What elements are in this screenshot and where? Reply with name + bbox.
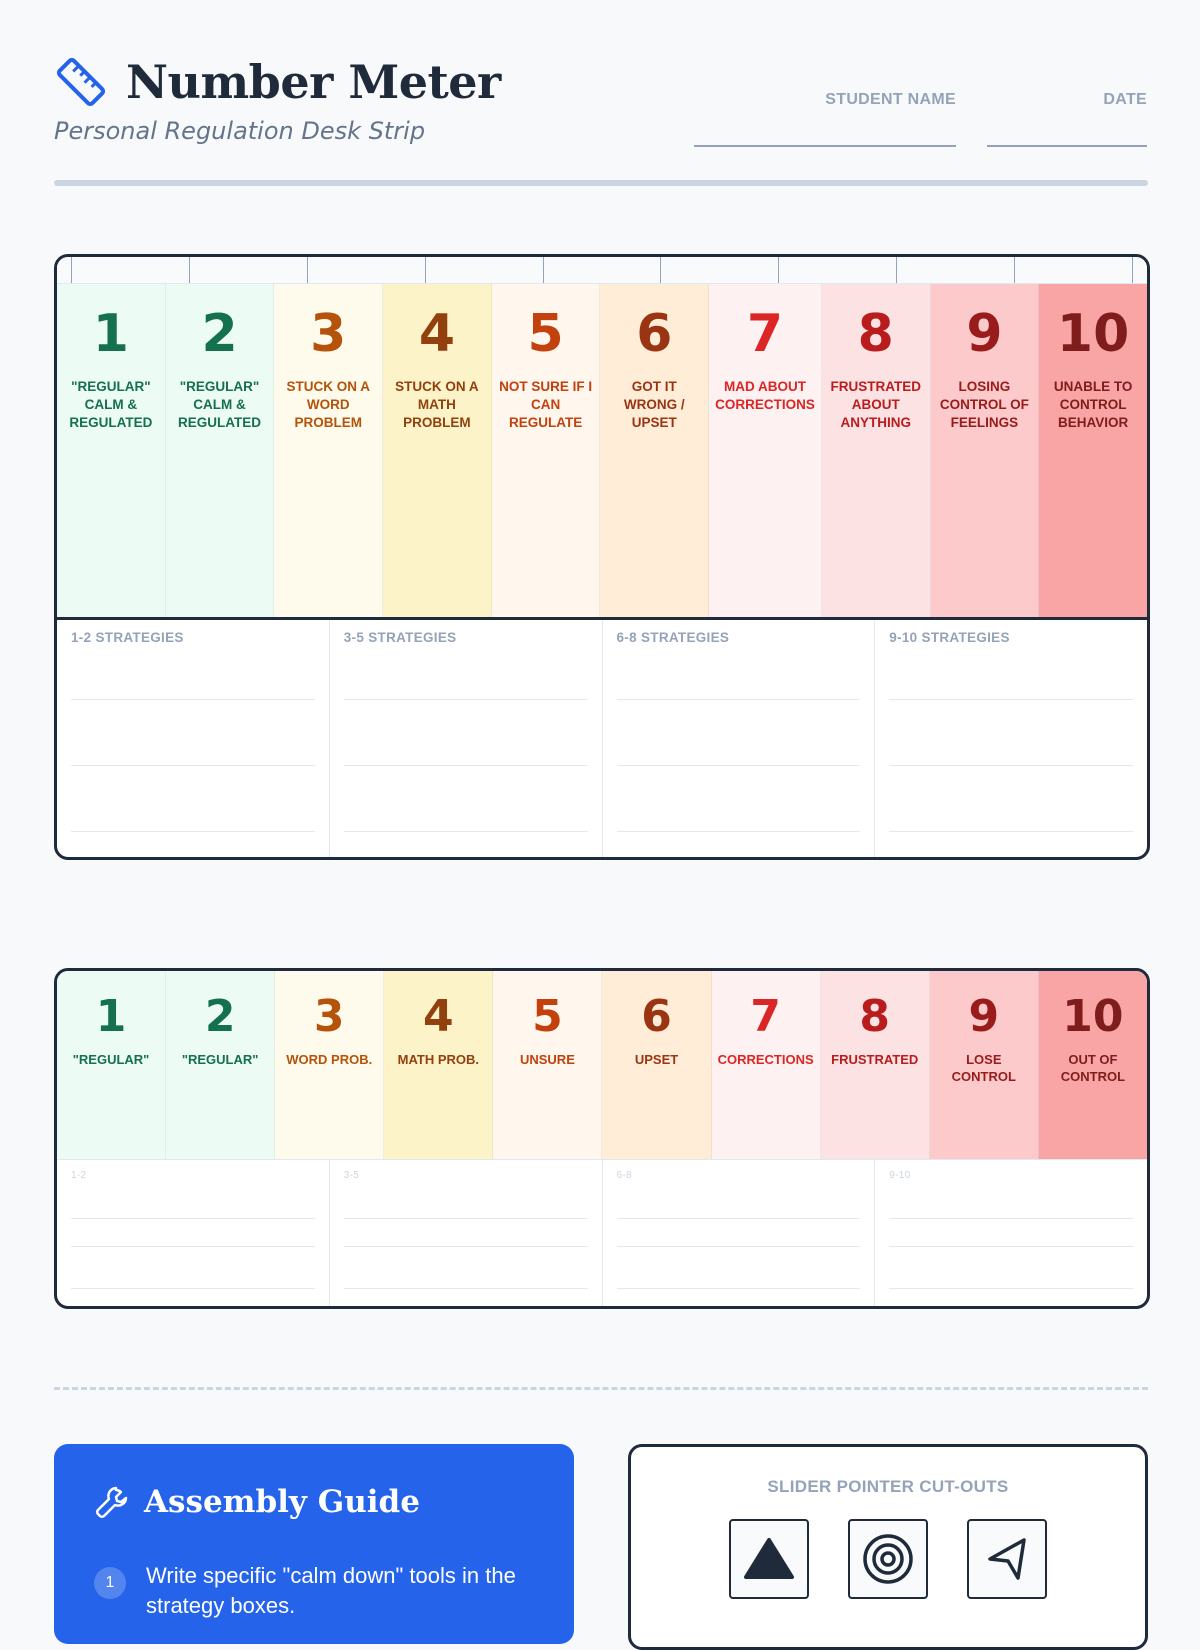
strategy-label: 9-10 (889, 1170, 911, 1181)
level-7 (709, 284, 822, 617)
level-row-compact (57, 971, 1147, 1160)
level-9 (930, 971, 1039, 1159)
level-description: LOSE CONTROL (951, 1052, 1016, 1084)
level-4 (383, 284, 492, 617)
level-number: 5 (527, 304, 564, 364)
level-number: 8 (857, 304, 894, 364)
header-divider (54, 180, 1148, 186)
writing-line[interactable] (344, 699, 588, 700)
cut-line (54, 1387, 1148, 1390)
level-1 (57, 971, 166, 1159)
level-number: 4 (418, 304, 455, 364)
desk-strip-full (54, 254, 1150, 860)
cutouts-label: SLIDER POINTER CUT-OUTS (767, 1477, 1009, 1496)
writing-line[interactable] (889, 831, 1133, 832)
triangle-pointer-icon[interactable] (729, 1519, 809, 1599)
level-number: 3 (313, 991, 345, 1042)
strategy-label: 3-5 (343, 1170, 360, 1181)
level-number: 10 (1062, 991, 1124, 1042)
level-description: UPSET (634, 1052, 679, 1067)
level-description: MAD ABOUT CORRECTIONS (715, 379, 815, 412)
step-number: 1 (94, 1567, 126, 1599)
level-description: FRUSTRATED ABOUT ANYTHING (830, 379, 921, 430)
level-3 (275, 971, 384, 1159)
level-1 (57, 284, 166, 617)
level-description: "REGULAR" CALM & REGULATED (69, 379, 153, 430)
level-8 (821, 971, 930, 1159)
strategy-label: 9-10 STRATEGIES (889, 630, 1010, 645)
level-row (57, 284, 1147, 620)
strategy-box[interactable] (603, 620, 876, 858)
wrench-icon (94, 1484, 130, 1520)
writing-line[interactable] (344, 1246, 588, 1247)
writing-line[interactable] (71, 699, 315, 700)
writing-line[interactable] (889, 1218, 1133, 1219)
strategy-label: 3-5 STRATEGIES (343, 630, 457, 645)
strategy-box[interactable] (875, 1160, 1147, 1307)
writing-line[interactable] (889, 1246, 1133, 1247)
level-2 (166, 284, 275, 617)
level-7 (712, 971, 821, 1159)
level-description: MATH PROB. (397, 1052, 480, 1067)
strategy-box[interactable] (57, 620, 330, 858)
strategy-box[interactable] (603, 1160, 876, 1307)
level-number: 1 (92, 304, 129, 364)
writing-line[interactable] (71, 1288, 315, 1289)
writing-line[interactable] (617, 1246, 861, 1247)
level-number: 6 (641, 991, 672, 1042)
level-description: "REGULAR" CALM & REGULATED (178, 379, 262, 430)
assembly-guide (54, 1444, 574, 1644)
strategy-box[interactable] (875, 620, 1147, 858)
strategy-label: 1-2 (71, 1170, 87, 1181)
level-2 (166, 971, 275, 1159)
strategy-row-compact (57, 1160, 1147, 1307)
level-description: UNABLE TO CONTROL BEHAVIOR (1053, 379, 1133, 430)
writing-line[interactable] (344, 831, 588, 832)
title-block (54, 55, 501, 145)
writing-line[interactable] (71, 1246, 315, 1247)
header (54, 0, 1148, 195)
level-6 (600, 284, 709, 617)
writing-line[interactable] (617, 699, 861, 700)
writing-line[interactable] (617, 1218, 861, 1219)
writing-line[interactable] (71, 1218, 315, 1219)
student-name-field[interactable] (694, 91, 956, 147)
level-number: 7 (750, 991, 781, 1042)
level-8 (822, 284, 931, 617)
strategy-label: 1-2 STRATEGIES (71, 630, 184, 645)
level-description: NOT SURE IF I CAN REGULATE (499, 379, 593, 430)
writing-line[interactable] (617, 1288, 861, 1289)
level-number: 9 (966, 304, 1003, 364)
desk-strip-compact (54, 968, 1150, 1309)
level-number: 3 (310, 304, 347, 364)
step-text: Write specific "calm down" tools in the strategy boxes. (146, 1563, 516, 1618)
student-name-line[interactable] (694, 145, 956, 147)
strategy-box[interactable] (57, 1160, 330, 1307)
writing-line[interactable] (344, 1288, 588, 1289)
level-9 (931, 284, 1040, 617)
level-description: STUCK ON A MATH PROBLEM (395, 379, 479, 430)
level-number: 1 (95, 991, 127, 1042)
level-number: 8 (859, 991, 891, 1042)
writing-line[interactable] (889, 699, 1133, 700)
ruler-icon (54, 55, 108, 109)
target-pointer-icon[interactable] (848, 1519, 928, 1599)
level-number: 10 (1056, 304, 1130, 364)
level-description: LOSING CONTROL OF FEELINGS (939, 379, 1029, 430)
level-4 (384, 971, 493, 1159)
writing-line[interactable] (71, 765, 315, 766)
level-number: 6 (636, 304, 673, 364)
writing-line[interactable] (617, 765, 861, 766)
strategy-box[interactable] (330, 1160, 603, 1307)
level-description: WORD PROB. (286, 1052, 373, 1067)
level-description: GOT IT WRONG / UPSET (623, 379, 685, 430)
level-description: OUT OF CONTROL (1060, 1052, 1126, 1084)
level-description: CORRECTIONS (717, 1052, 814, 1067)
strategy-box[interactable] (330, 620, 603, 858)
level-description: "REGULAR" (72, 1052, 150, 1067)
level-description: "REGULAR" (181, 1052, 259, 1067)
strategy-row (57, 620, 1147, 858)
level-description: UNSURE (519, 1052, 575, 1067)
strategy-label: 6-8 (616, 1170, 632, 1181)
level-5 (492, 284, 601, 617)
page-title: Number Meter (126, 55, 501, 109)
writing-line[interactable] (71, 831, 315, 832)
writing-line[interactable] (344, 765, 588, 766)
level-number: 5 (532, 991, 563, 1042)
arrow-pointer-icon[interactable] (967, 1519, 1047, 1599)
level-10 (1039, 971, 1147, 1159)
date-field[interactable] (987, 91, 1147, 147)
assembly-step (94, 1561, 546, 1621)
date-line[interactable] (987, 145, 1147, 147)
level-number: 9 (968, 991, 1000, 1042)
writing-line[interactable] (617, 831, 861, 832)
strategy-label: 6-8 STRATEGIES (616, 630, 730, 645)
level-number: 4 (423, 991, 454, 1042)
student-name-label: STUDENT NAME (825, 91, 956, 108)
level-description: FRUSTRATED (831, 1052, 919, 1067)
level-3 (274, 284, 383, 617)
writing-line[interactable] (889, 765, 1133, 766)
level-6 (602, 971, 711, 1159)
level-description: STUCK ON A WORD PROBLEM (286, 379, 370, 430)
writing-line[interactable] (889, 1288, 1133, 1289)
level-number: 2 (201, 304, 238, 364)
worksheet-page (54, 0, 1148, 1618)
pointer-cutouts (628, 1444, 1148, 1650)
level-10 (1039, 284, 1147, 617)
assembly-guide-title: Assembly Guide (144, 1484, 420, 1520)
writing-line[interactable] (344, 1218, 588, 1219)
ruler-ticks (57, 257, 1147, 284)
page-subtitle: Personal Regulation Desk Strip (54, 117, 426, 145)
level-number: 2 (204, 991, 236, 1042)
level-number: 7 (746, 304, 784, 364)
level-5 (493, 971, 602, 1159)
date-label: DATE (1103, 91, 1147, 108)
